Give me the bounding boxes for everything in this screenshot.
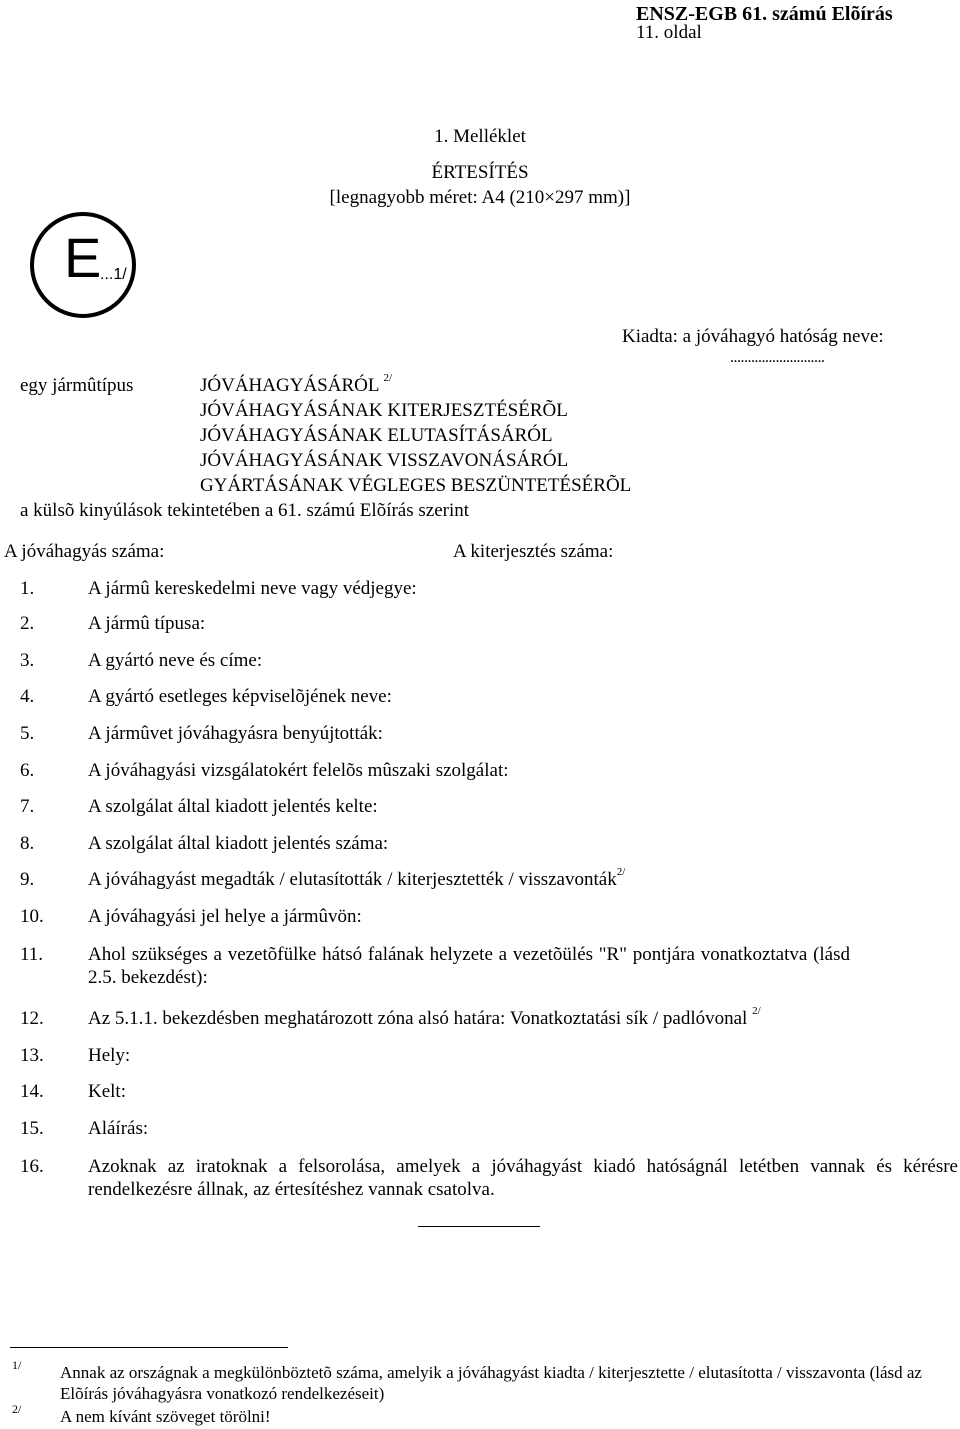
footnote-mark: 1/ [12,1358,22,1372]
approval-mark-letter: E [64,226,102,289]
footnote-ref: 2/ [616,866,626,878]
separator-line [418,1226,540,1227]
item-text: A jármûvet jóváhagyásra benyújtották: [88,723,383,744]
subject-option: JÓVÁHAGYÁSÁNAK ELUTASÍTÁSÁRÓL [200,425,553,446]
item-text: A szolgálat által kiadott jelentés száma: [88,833,389,854]
document-type: ÉRTESÍTÉS [431,162,529,183]
subject-prefix: egy jármûtípus [20,375,134,396]
item-number: 4. [20,686,35,707]
item-text: A jóváhagyási jel helye a jármûvön: [88,906,362,927]
document-title: ENSZ-EGB 61. számú Elõírás [636,3,893,25]
item-text: Aláírás: [88,1118,149,1139]
item-text: A jármû kereskedelmi neve vagy védjegye: [88,578,417,599]
approval-mark-sub: ...1/ [100,266,127,283]
item-text: A gyártó esetleges képviselõjének neve: [88,686,392,707]
footnote-text: Annak az országnak a megkülönböztetõ száma, amelyik a jóváhagyást kiadta / kiterjesztette / elutasította / visszavonta (lásd az Elõírás jóváhagyásra vonatkozó rendelkezéseit) [60,1363,922,1404]
item-number: 12. [20,1008,44,1029]
footnote-ref: 2/ [383,372,393,384]
item-number: 16. [20,1156,44,1177]
issued-by-label: Kiadta: a jóváhagyó hatóság neve: [622,326,884,347]
item-text: Hely: [88,1045,131,1066]
item-number: 10. [20,906,44,927]
item-text: Azoknak az iratoknak a felsorolása, amelyek a jóváhagyást kiadó hatóságnál letétben vannak és kérésre rendelkezésre állnak, az értesítéshez vannak csatolva. [88,1156,958,1200]
item-number: 1. [20,578,35,599]
item-text: A gyártó neve és címe: [88,650,263,671]
subject-option: JÓVÁHAGYÁSÁNAK VISSZAVONÁSÁRÓL [200,450,569,471]
item-text: A jóváhagyást megadták / elutasították / kiterjesztették / visszavonták$^{2/}$ [88,866,626,890]
item-number: 8. [20,833,35,854]
item-text: Kelt: [88,1081,126,1102]
size-note: [legnagyobb méret: A4 (210×297 mm)] [329,187,631,208]
item-number: 2. [20,613,35,634]
footnote-separator [10,1347,288,1348]
footnote-ref: 2/ [752,1005,761,1017]
item-text: A jármû típusa: [88,613,206,634]
page-number: 11. oldal [636,22,702,43]
item-number: 7. [20,796,35,817]
item-text: A jóváhagyási vizsgálatokért felelõs mûszaki szolgálat: [88,760,509,781]
subject-option: GYÁRTÁSÁNAK VÉGLEGES BESZÜNTETÉSÉRÕL [200,475,632,496]
item-number: 11. [20,944,44,965]
item-text: Ahol szükséges a vezetõfülke hátsó falának helyzete a vezetõülés "R" pontjára vonatkoztatva (lásd 2.5. bekezdést): [88,944,850,988]
item-number: 3. [20,650,35,671]
subject-basis: a külsõ kinyúlások tekintetében a 61. számú Elõírás szerint [20,500,470,521]
item-number: 15. [20,1118,44,1139]
item-number: 9. [20,869,35,890]
footnote-text: A nem kívánt szöveget törölni! [60,1407,271,1426]
subject-option: JÓVÁHAGYÁSÁNAK KITERJESZTÉSÉRÕL [200,400,568,421]
item-text: Az 5.1.1. bekezdésben meghatározott zóna alsó határa: Vonatkoztatási sík / padlóvonal $^{2/}$ [88,1005,761,1029]
annex-title: 1. Melléklet [434,126,526,147]
item-number: 13. [20,1045,44,1066]
approval-mark [30,212,136,318]
extension-number-label: A kiterjesztés száma: [453,541,614,562]
item-number: 14. [20,1081,44,1102]
item-number: 6. [20,760,35,781]
issued-by-dots: ........................... [730,349,825,366]
footnote-mark: 2/ [12,1402,22,1416]
item-number: 5. [20,723,35,744]
item-text: A szolgálat által kiadott jelentés kelte: [88,796,378,817]
subject-option: JÓVÁHAGYÁSÁRÓL $^{2/}$ [200,372,393,396]
approval-number-label: A jóváhagyás száma: [4,541,165,562]
